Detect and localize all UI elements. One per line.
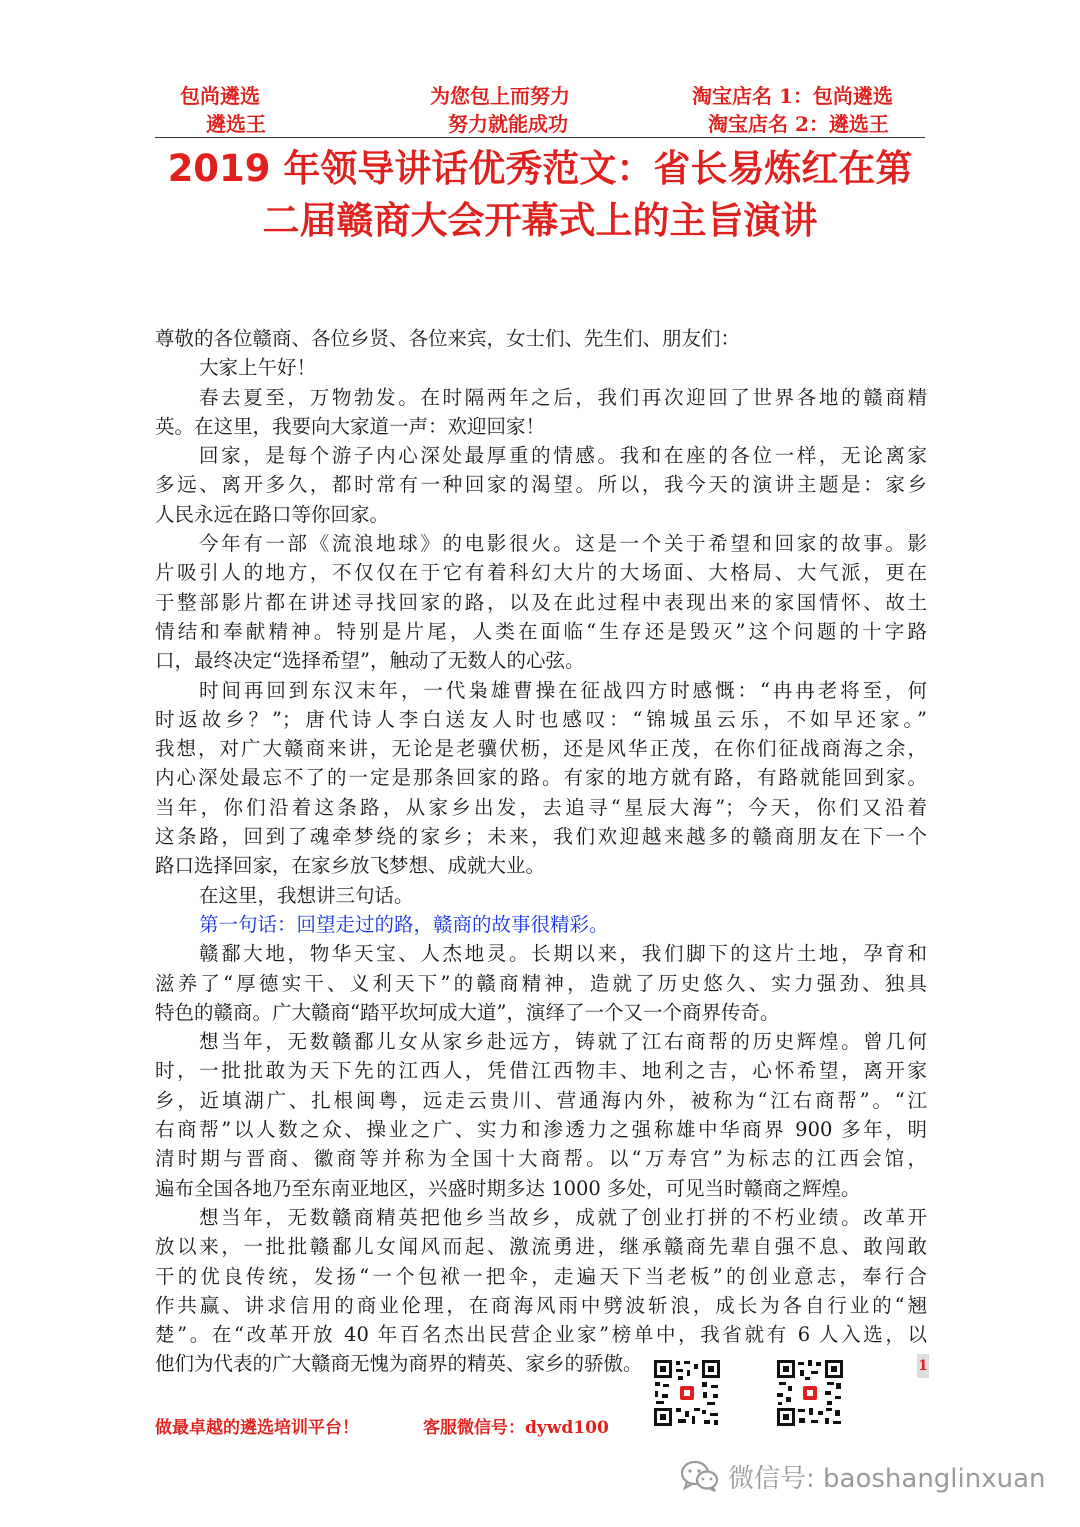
- body-line: 大家上午好！: [199, 356, 317, 380]
- qr-code-icon: [775, 1358, 845, 1428]
- body-line: 内心深处最忘不了的一定是那条回家的路。有家的地方就有路，有路就能回到家。: [155, 766, 927, 790]
- footer-service-wechat: 客服微信号：dywd100: [423, 1418, 609, 1438]
- body-line: 他们为代表的广大赣商无愧为商界的精英、家乡的骄傲。: [155, 1352, 643, 1376]
- body-line: 想当年，无数赣商精英把他乡当故乡，成就了创业打拼的不朽业绩。改革开: [199, 1205, 927, 1229]
- wechat-watermark: [680, 1458, 1046, 1494]
- section-heading: 第一句话：回望走过的路，赣商的故事很精彩。: [199, 912, 609, 936]
- body-line: 时，一批批敢为天下先的江西人，凭借江西物丰、地利之吉，心怀希望，离开家: [155, 1059, 927, 1083]
- body-line: 右商帮”以人数之众、操业之广、实力和渗透力之强称雄中华商界 900 多年，明: [155, 1118, 927, 1142]
- body-line: 口，最终决定“选择希望”，触动了无数人的心弦。: [155, 649, 585, 673]
- body-line: 情结和奉献精神。特别是片尾，人类在面临“生存还是毁灭”这个问题的十字路: [155, 619, 927, 643]
- body-line: 作共赢、讲求信用的商业伦理，在商海风雨中劈波斩浪，成长为各自行业的“翘: [155, 1293, 927, 1317]
- body-line: 春去夏至，万物勃发。在时隔两年之后，我们再次迎回了世界各地的赣商精: [199, 385, 927, 409]
- body-line: 楚”。在“改革开放 40 年百名杰出民营企业家”榜单中，我省就有 6 人入选，以: [155, 1323, 927, 1347]
- body-line: 当年，你们沿着这条路，从家乡出发，去追寻“星辰大海”；今天，你们又沿着: [155, 795, 927, 819]
- body-line: 滋养了“厚德实干、义利天下”的赣商精神，造就了历史悠久、实力强劲、独具: [155, 971, 927, 995]
- header-center-line1: 为您包上而努力: [430, 84, 570, 108]
- body-line: 赣鄱大地，物华天宝、人杰地灵。长期以来，我们脚下的这片土地，孕育和: [199, 942, 927, 966]
- body-line: 清时期与晋商、徽商等并称为全国十大商帮。以“万寿宫”为标志的江西会馆，: [155, 1147, 927, 1171]
- body-line: 遍布全国各地乃至东南亚地区，兴盛时期多达 1000 多处，可见当时赣商之辉煌。: [155, 1176, 861, 1200]
- page-number: 1: [917, 1354, 929, 1378]
- speech-body: [155, 324, 927, 1379]
- body-line: 放以来，一批批赣鄱儿女闻风而起、激流勇进，继承赣商先辈自强不息、敢闯敢: [155, 1235, 927, 1259]
- header-center-line2: 努力就能成功: [448, 112, 568, 136]
- watermark-text: 微信号: baoshanglinxuan: [728, 1463, 1046, 1494]
- body-line: 路口选择回家，在家乡放飞梦想、成就大业。: [155, 854, 546, 878]
- body-line: 多远、离开多久，都时常有一种回家的渴望。所以，我今天的演讲主题是：家乡: [155, 473, 927, 497]
- wechat-icon: [680, 1459, 720, 1493]
- header-divider: [155, 137, 925, 138]
- header-left-line1: 包尚遴选: [180, 84, 260, 108]
- body-line: 这条路，回到了魂牵梦绕的家乡；未来，我们欢迎越来越多的赣商朋友在下一个: [155, 825, 927, 849]
- body-line: 于整部影片都在讲述寻找回家的路，以及在此过程中表现出来的家国情怀、故土: [155, 590, 927, 614]
- body-line: 想当年，无数赣鄱儿女从家乡赴远方，铸就了江右商帮的历史辉煌。曾几何: [199, 1030, 927, 1054]
- title-line2: 二届赣商大会开幕式上的主旨演讲: [262, 199, 818, 242]
- title-line1: 2019 年领导讲话优秀范文：省长易炼红在第: [167, 147, 913, 190]
- body-line: 尊敬的各位赣商、各位乡贤、各位来宾，女士们、先生们、朋友们：: [155, 327, 741, 350]
- body-line: 乡，近填湖广、扎根闽粤，远走云贵川、营通海内外，被称为“江右商帮”。“江: [155, 1088, 927, 1112]
- header-left-line2: 遴选王: [206, 112, 266, 136]
- body-line: 时间再回到东汉末年，一代枭雄曹操在征战四方时感慨：“冉冉老将至，何: [199, 678, 927, 702]
- qr-code-icon: [652, 1358, 722, 1428]
- body-line: 特色的赣商。广大赣商“踏平坎坷成大道”，演绎了一个又一个商界传奇。: [155, 1000, 780, 1024]
- body-line: 我想，对广大赣商来讲，无论是老骥伏枥，还是风华正茂，在你们征战商海之余，: [155, 737, 927, 761]
- body-line: 人民永远在路口等你回家。: [155, 502, 390, 526]
- body-line: 时返故乡？”；唐代诗人李白送友人时也感叹：“锦城虽云乐，不如早还家。”: [155, 707, 927, 731]
- footer-slogan: 做最卓越的遴选培训平台！: [155, 1418, 359, 1438]
- header-right-line1: 淘宝店名 1：包尚遴选: [692, 84, 893, 108]
- body-line: 在这里，我想讲三句话。: [199, 883, 414, 907]
- page-title: [150, 143, 930, 247]
- body-line: 片吸引人的地方，不仅仅在于它有着科幻大片的大场面、大格局、大气派，更在: [155, 561, 927, 585]
- header-right-line2: 淘宝店名 2：遴选王: [708, 112, 889, 136]
- body-line: 英。在这里，我要向大家道一声：欢迎回家！: [155, 414, 546, 438]
- body-line: 干的优良传统，发扬“一个包袱一把伞，走遍天下当老板”的创业意志，奉行合: [155, 1264, 927, 1288]
- body-line: 今年有一部《流浪地球》的电影很火。这是一个关于希望和回家的故事。影: [199, 532, 927, 556]
- body-line: 回家，是每个游子内心深处最厚重的情感。我和在座的各位一样，无论离家: [199, 444, 927, 468]
